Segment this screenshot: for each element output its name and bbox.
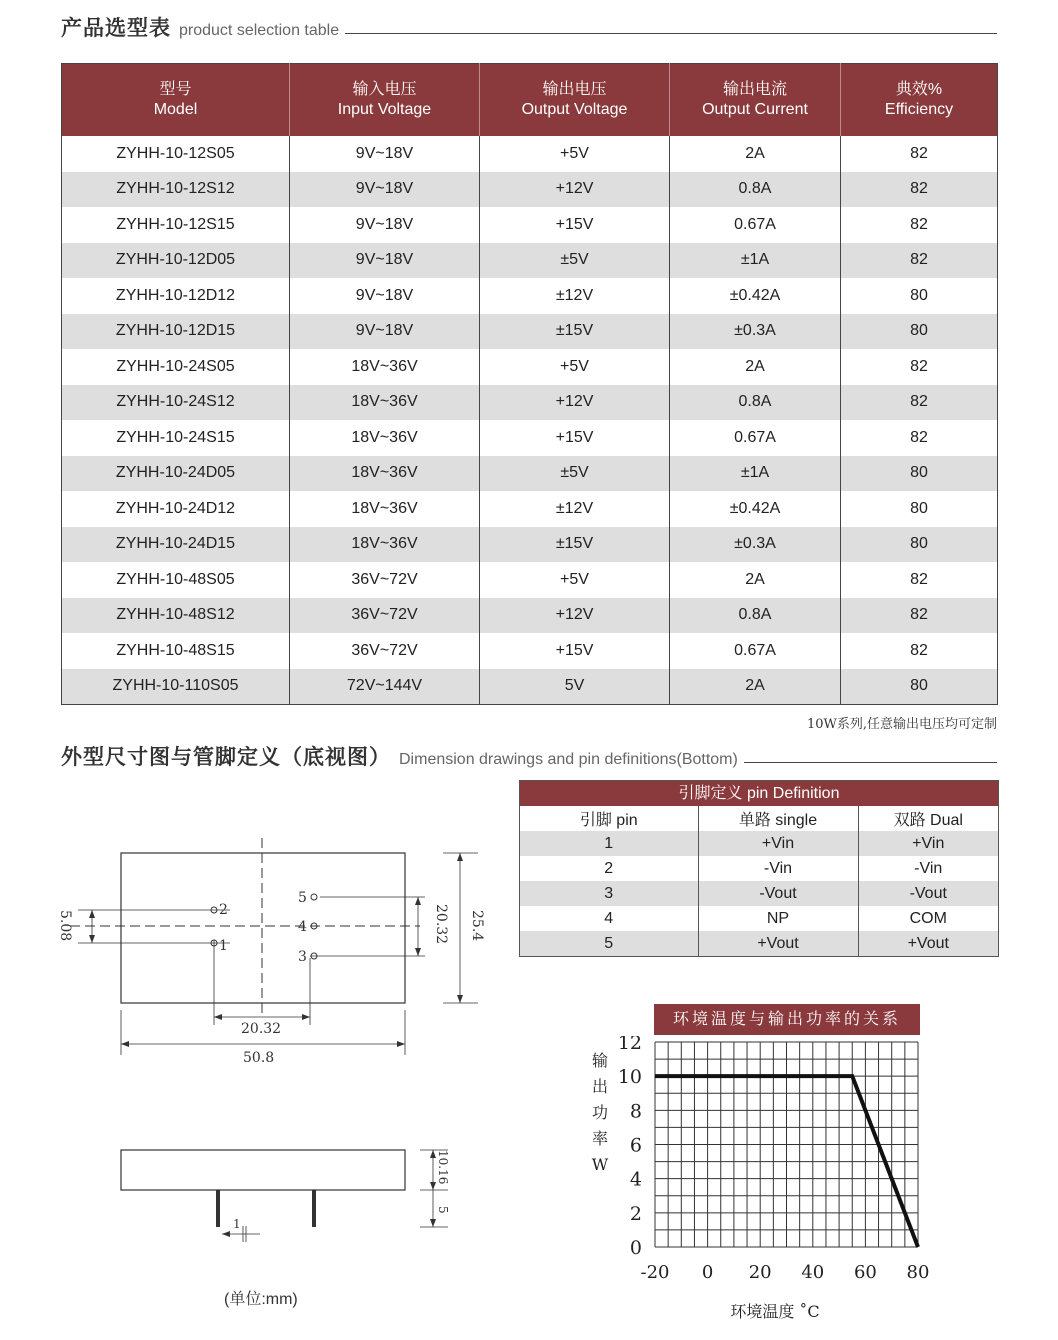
cell-model: ZYHH-10-48S15 [62,633,290,669]
header-zh: 输出电流 [722,81,787,98]
x-tick-label: 20 [748,1262,772,1283]
header-zh: 典效% [895,81,943,98]
cell-output-current: 2A [670,349,841,385]
module-outline-bottom [121,853,405,1003]
cell-model: ZYHH-10-12D15 [62,314,290,350]
cell-input-voltage: 36V~72V [290,633,480,669]
pin-table-row [520,881,998,906]
x-tick-label: 80 [906,1262,930,1283]
pin-definition-table [519,780,999,957]
cell-output-current: ±0.42A [670,278,841,314]
cell-output-current: ±0.3A [670,314,841,350]
cell-efficiency: 80 [841,527,998,563]
cell-output-voltage: +5V [480,349,670,385]
cell-input-voltage: 9V~18V [290,207,480,243]
cell-input-voltage: 18V~36V [290,385,480,421]
pin-table-header-row [520,806,998,831]
dim-5: 5 [436,1206,450,1214]
y-axis-label-char: 输 [591,1051,609,1070]
cell-efficiency: 80 [841,456,998,492]
cell-model: ZYHH-10-24D05 [62,456,290,492]
y-tick-label: 8 [629,1100,642,1123]
cell-input-voltage: 9V~18V [290,314,480,350]
section-title-zh: 产品选型表 [61,16,171,40]
cell-model: ZYHH-10-12S05 [62,136,290,172]
cell-output-current: 0.67A [670,420,841,456]
cell-output-current: ±0.3A [670,527,841,563]
cell-efficiency: 82 [841,207,998,243]
x-tick-label: -20 [640,1262,670,1283]
pin-number: 5 [520,931,698,956]
cell-input-voltage: 9V~18V [290,243,480,279]
cell-efficiency: 80 [841,278,998,314]
y-tick-label: 0 [629,1237,642,1259]
cell-output-current: ±1A [670,243,841,279]
y-tick-label: 6 [629,1134,642,1157]
x-axis-label: 环境温度 ˚C [730,1302,820,1321]
x-tick-label: 60 [853,1262,877,1283]
y-axis-label-char: W [591,1155,609,1174]
cell-output-current: 0.8A [670,385,841,421]
header-zh: 输出电压 [542,81,607,98]
cell-output-current: 0.67A [670,207,841,243]
chart-title: 环境温度与输出功率的关系 [654,1004,920,1035]
cell-model: ZYHH-10-12D12 [62,278,290,314]
cell-model: ZYHH-10-48S05 [62,562,290,598]
cell-efficiency: 82 [841,136,998,172]
cell-model: ZYHH-10-24D15 [62,527,290,563]
header-en: Model [153,101,198,118]
pin-single: +Vin [698,831,858,856]
dim-20-32-horizontal: 20.32 [241,1021,282,1037]
dim-10-16: 10.16 [436,1150,450,1185]
cell-efficiency: 82 [841,349,998,385]
pin-label-5: 5 [298,890,307,906]
cell-model: ZYHH-10-12S15 [62,207,290,243]
section-rule [744,762,997,763]
cell-input-voltage: 9V~18V [290,172,480,208]
derating-chart [580,1036,940,1326]
module-outline-side [121,1150,405,1190]
cell-efficiency: 82 [841,420,998,456]
cell-efficiency: 82 [841,243,998,279]
y-tick-label: 2 [629,1202,642,1225]
cell-output-voltage: 5V [480,669,670,705]
cell-output-voltage: +15V [480,633,670,669]
pin-single: -Vout [698,881,858,906]
header-en: Input Voltage [337,101,432,118]
cell-model: ZYHH-10-110S05 [62,669,290,705]
y-axis-label-char: 率 [591,1129,609,1148]
pin-table-title: 引脚定义 pin Definition [520,781,998,806]
cell-output-voltage: +12V [480,172,670,208]
pin-single: +Vout [698,931,858,956]
header-en: Output Voltage [521,101,628,118]
cell-output-current: 0.8A [670,172,841,208]
dim-5-08: 5.08 [57,910,73,942]
x-tick-label: 40 [801,1262,825,1283]
cell-output-current: ±0.42A [670,491,841,527]
cell-efficiency: 82 [841,562,998,598]
cell-efficiency: 82 [841,385,998,421]
y-axis-label-char: 功 [591,1103,609,1122]
header-zh: 输入电压 [352,81,417,98]
cell-output-current: 0.8A [670,598,841,634]
pin-table-row [520,931,998,956]
pin-table-row [520,906,998,931]
cell-output-current: 2A [670,669,841,705]
cell-output-voltage: ±12V [480,491,670,527]
cell-input-voltage: 18V~36V [290,456,480,492]
pin-header-single: 单路 single [698,806,858,831]
cell-input-voltage: 72V~144V [290,669,480,705]
x-tick-label: 0 [701,1262,714,1283]
cell-input-voltage: 36V~72V [290,562,480,598]
cell-efficiency: 82 [841,598,998,634]
header-zh: 型号 [159,81,192,98]
pin-table-grid [520,806,998,956]
cell-output-current: ±1A [670,456,841,492]
cell-output-voltage: ±5V [480,243,670,279]
cell-input-voltage: 18V~36V [290,527,480,563]
cell-efficiency: 80 [841,669,998,705]
section-title-en: Dimension drawings and pin definitions(Bottom) [399,751,738,768]
cell-output-voltage: +15V [480,207,670,243]
pin-table-row [520,831,998,856]
cell-input-voltage: 18V~36V [290,420,480,456]
cell-model: ZYHH-10-12D05 [62,243,290,279]
header-en: Output Current [702,101,808,118]
pin-label-2: 2 [219,902,228,918]
dim-25-4: 25.4 [469,910,485,942]
dim-50-8: 50.8 [243,1050,275,1066]
cell-output-voltage: ±5V [480,456,670,492]
cell-efficiency: 80 [841,314,998,350]
pin-number: 3 [520,881,698,906]
header-en: Efficiency [884,101,954,118]
header-efficiency [841,64,998,137]
cell-input-voltage: 36V~72V [290,598,480,634]
dim-20-32-vertical: 20.32 [433,904,449,945]
section-title-en: product selection table [179,22,340,39]
cell-input-voltage: 9V~18V [290,278,480,314]
cell-output-current: 2A [670,136,841,172]
customization-note: 10W系列,任意输出电压均可定制 [806,717,997,732]
y-tick-label: 4 [629,1168,642,1191]
cell-output-voltage: +5V [480,136,670,172]
pin-dual: -Vout [858,881,998,906]
y-tick-label: 12 [617,1036,642,1054]
y-axis-label-char: 出 [591,1077,609,1096]
cell-model: ZYHH-10-24S15 [62,420,290,456]
header-output-current [670,64,841,137]
cell-output-current: 0.67A [670,633,841,669]
pin-table-row [520,856,998,881]
cell-efficiency: 82 [841,172,998,208]
pin-label-3: 3 [298,949,307,965]
cell-output-current: 2A [670,562,841,598]
pin-single: NP [698,906,858,931]
pin-single: -Vin [698,856,858,881]
pin-dual: COM [858,906,998,931]
cell-model: ZYHH-10-12S12 [62,172,290,208]
pin-label-1: 1 [219,938,228,954]
cell-input-voltage: 18V~36V [290,491,480,527]
pin-dual: +Vin [858,831,998,856]
cell-model: ZYHH-10-24D12 [62,491,290,527]
pin-label-4: 4 [298,919,307,935]
y-tick-label: 10 [617,1066,642,1089]
unit-note: (单位:mm) [224,1291,298,1308]
cell-model: ZYHH-10-48S12 [62,598,290,634]
cell-output-voltage: +15V [480,420,670,456]
cell-output-voltage: +5V [480,562,670,598]
cell-efficiency: 82 [841,633,998,669]
cell-efficiency: 80 [841,491,998,527]
pin-number: 1 [520,831,698,856]
cell-output-voltage: ±15V [480,314,670,350]
dim-1: 1 [233,1217,241,1231]
pin-number: 2 [520,856,698,881]
pin-header-pin: 引脚 pin [520,806,698,831]
pin-dual: -Vin [858,856,998,881]
cell-input-voltage: 18V~36V [290,349,480,385]
cell-model: ZYHH-10-24S05 [62,349,290,385]
cell-model: ZYHH-10-24S12 [62,385,290,421]
cell-output-voltage: +12V [480,598,670,634]
pin-dual: +Vout [858,931,998,956]
pin-number: 4 [520,906,698,931]
cell-output-voltage: ±15V [480,527,670,563]
section-title-zh: 外型尺寸图与管脚定义（底视图） [61,745,391,769]
pin-header-dual: 双路 Dual [858,806,998,831]
dimension-drawing [0,0,520,1340]
cell-input-voltage: 9V~18V [290,136,480,172]
cell-output-voltage: +12V [480,385,670,421]
cell-output-voltage: ±12V [480,278,670,314]
